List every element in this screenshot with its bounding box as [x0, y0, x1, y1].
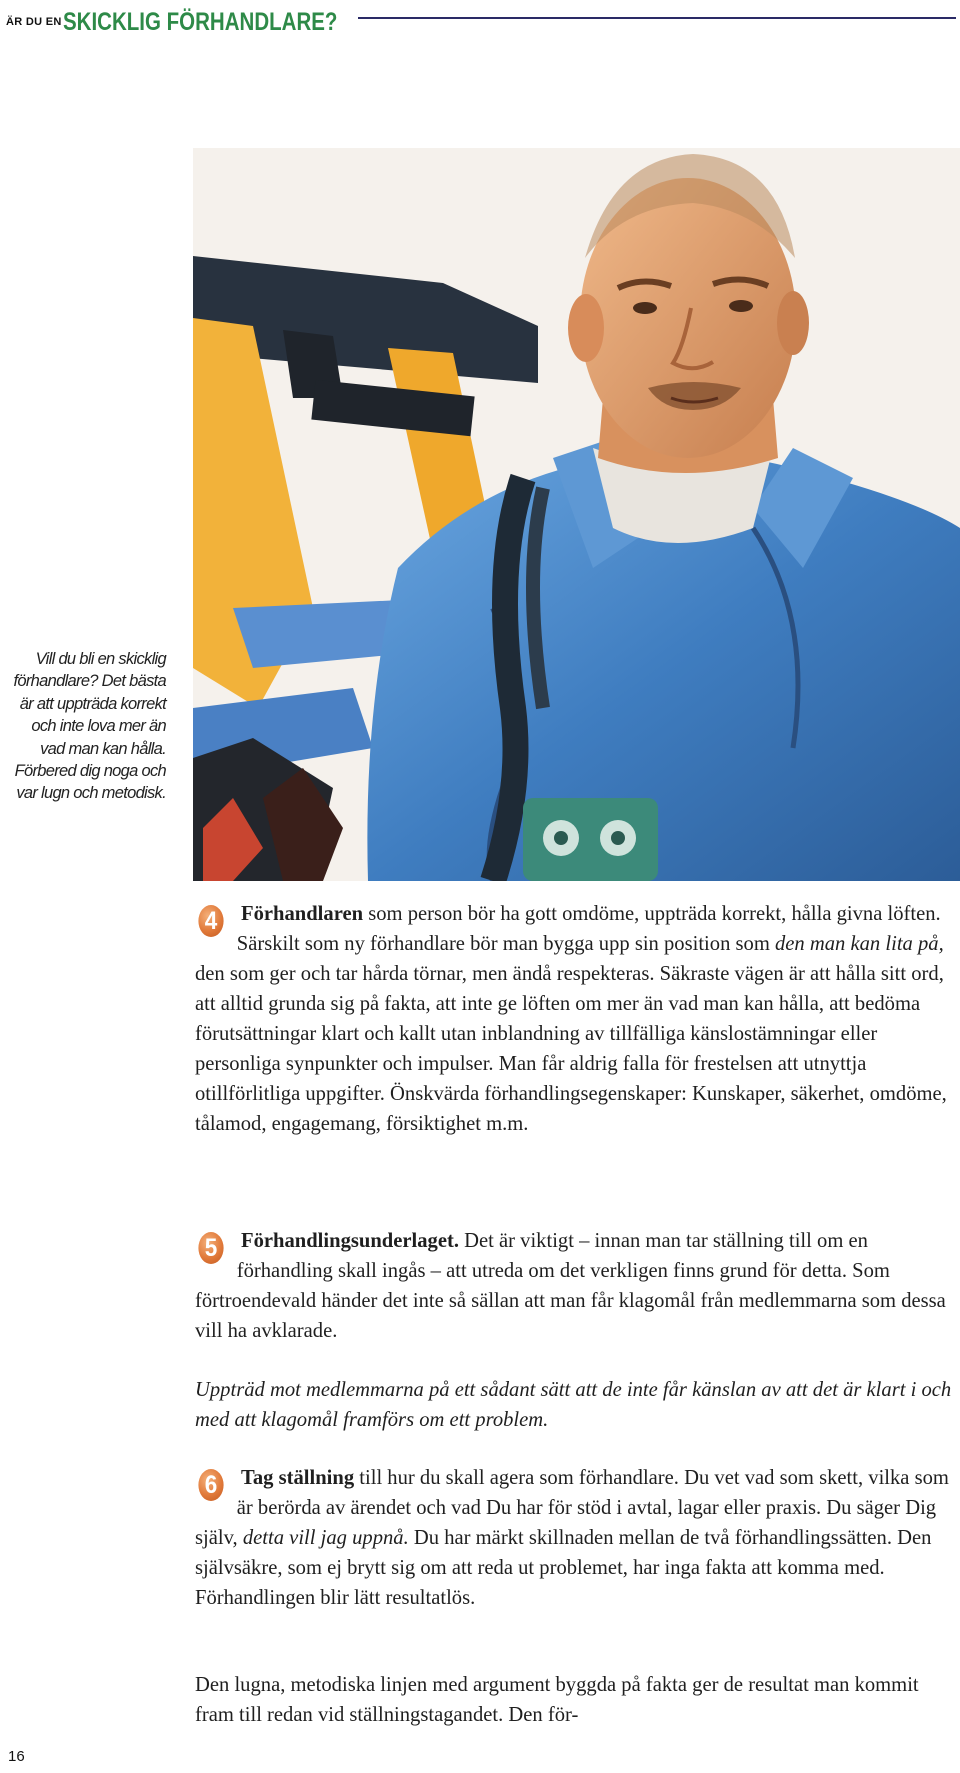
- header-title: SKICKLIG FÖRHANDLARE?: [63, 8, 338, 36]
- section-5-text: Det är viktigt – innan man tar ställning till om en förhandling skall ingås – att utreda om det verkligen finns grund för detta. Som förtroendevald händer det inte så sällan att man får klagomål från medlemmarna som dessa vill ha avklarade.: [195, 1230, 946, 1342]
- section-6-lead: Tag ställning: [241, 1467, 355, 1489]
- section-5-quote: Uppträd mot medlemmarna på ett sådant sätt att de inte får känslan av att det är klart i och med att klagomål framförs om ett problem.: [195, 1379, 952, 1431]
- header-prefix: ÄR DU EN: [6, 16, 62, 28]
- closing-paragraph: Den lugna, metodiska linjen med argument byggda på fakta ger de resultat man kommit fram till redan vid ställningstagandet. Den för-: [195, 1674, 919, 1726]
- section-4-text-a: som person bör ha gott omdöme, uppträda korrekt, hålla givna löften. Särskilt som ny förhandlare bör man bygga upp sin position som: [236, 903, 941, 955]
- section-4-italic: den man kan lita på,: [775, 933, 944, 955]
- section-6-paragraph: [195, 1463, 955, 1613]
- page-number: 16: [8, 1748, 25, 1765]
- section-5: [195, 1226, 955, 1346]
- section-4-lead: Förhandlaren: [241, 903, 364, 925]
- section-4-paragraph: [195, 899, 955, 1139]
- section-4: [195, 899, 955, 1139]
- section-number-badge: 6: [198, 1469, 223, 1501]
- section-6-italic: detta vill jag uppnå.: [242, 1527, 409, 1549]
- section-5-lead: Förhandlingsunderlaget.: [241, 1230, 459, 1252]
- header-rule: [358, 17, 956, 19]
- section-6-text-a: till hur du skall agera som förhandlare. Du vet vad som skett, vilka som är berörda av ärendet och vad Du har för stöd i avtal, lagar eller praxis. Du säger Dig själv,: [195, 1467, 949, 1549]
- section-6-text-b: Du har märkt skillnaden mellan de två förhandlingssätten. Den självsäkre, som ej brytt sig om att reda ut problemet, har inga fakta att komma med. Förhandlingen blir lätt resultatlös.: [195, 1527, 932, 1609]
- page-header: [6, 8, 956, 48]
- man-with-ladder-photo: [193, 148, 960, 881]
- section-number-badge: 4: [198, 905, 223, 937]
- section-number-badge: 5: [198, 1232, 223, 1264]
- section-6: [195, 1463, 955, 1613]
- section-5-paragraph: [195, 1226, 955, 1346]
- side-quote: Vill du bli en skicklig förhandlare? Det bästa är att uppträda korrekt och inte lova mer än vad man kan hålla. Förbered dig noga och var lugn och metodisk.: [13, 650, 166, 803]
- section-4-text-b: den som ger och tar hårda törnar, men ändå respekteras. Säkraste vägen är att hålla sitt ord, att alltid grunda sig på fakta, att inte ge löften om mer än vad man kan hålla, att bedöma förutsättningar klart och kallt utan inblandning av tillfälliga känslostämningar eller personliga synpunkter och impulser. Man får aldrig falla för frestelsen att utnyttja otillförlitliga uppgifter. Önskvärda förhandlingsegenskaper: Kunskaper, säkerhet, omdöme, tålamod, engagemang, försiktighet m.m.: [195, 963, 947, 1135]
